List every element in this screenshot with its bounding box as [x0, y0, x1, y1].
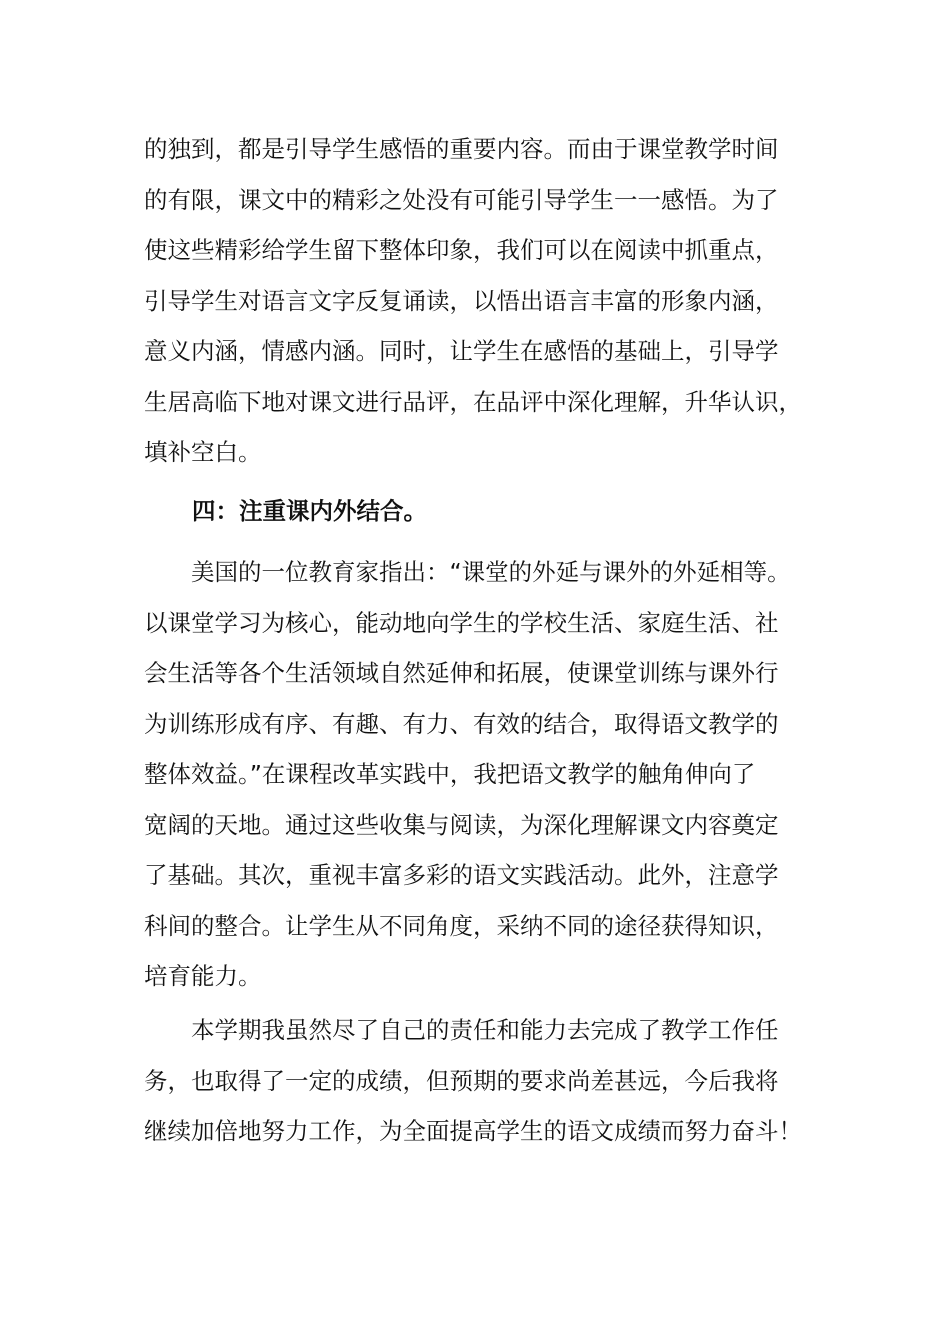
paragraph-line: 科间的整合。让学生从不同角度，采纳不同的途径获得知识，: [144, 911, 779, 940]
paragraph-line: 填补空白。: [144, 438, 262, 466]
paragraph-line: 务，也取得了一定的成绩，但预期的要求尚差甚远，今后我将: [144, 1066, 779, 1095]
paragraph-line: 引导学生对语言文字反复诵读，以悟出语言丰富的形象内涵，: [144, 286, 779, 315]
paragraph-line: 美国的一位教育家指出：“课堂的外延与课外的外延相等。: [191, 558, 791, 586]
paragraph-line: 以课堂学习为核心，能动地向学生的学校生活、家庭生活、社: [144, 608, 779, 637]
paragraph-line: 培育能力。: [144, 962, 262, 990]
paragraph-line: 会生活等各个生活领域自然延伸和拓展，使课堂训练与课外行: [144, 659, 779, 687]
paragraph-line: 本学期我虽然尽了自己的责任和能力去完成了教学工作任: [191, 1016, 779, 1044]
paragraph-2: [144, 547, 804, 1002]
paragraph-3: [144, 1005, 804, 1157]
paragraph-line: 继续加倍地努力工作，为全面提高学生的语文成绩而努力奋斗！: [144, 1117, 802, 1145]
paragraph-line: 为训练形成有序、有趣、有力、有效的结合，取得语文教学的: [144, 709, 779, 738]
paragraph-line: 生居高临下地对课文进行品评，在品评中深化理解，升华认识，: [144, 387, 802, 416]
paragraph-line: 意义内涵，情感内涵。同时，让学生在感悟的基础上，引导学: [144, 337, 779, 365]
paragraph-line: 的有限，课文中的精彩之处没有可能引导学生一一感悟。为了: [144, 185, 779, 214]
paragraph-1: [144, 124, 804, 478]
paragraph-line: 的独到，都是引导学生感悟的重要内容。而由于课堂教学时间: [144, 135, 779, 163]
paragraph-line: 整体效益。”在课程改革实践中，我把语文教学的触角伸向了: [144, 760, 756, 788]
paragraph-line: 宽阔的天地。通过这些收集与阅读，为深化理解课文内容奠定: [144, 810, 779, 839]
section-heading: 四：注重课内外结合。: [192, 497, 427, 525]
paragraph-line: 使这些精彩给学生留下整体印象，我们可以在阅读中抓重点，: [144, 236, 779, 264]
paragraph-line: 了基础。其次，重视丰富多彩的语文实践活动。此外，注意学: [144, 861, 779, 889]
